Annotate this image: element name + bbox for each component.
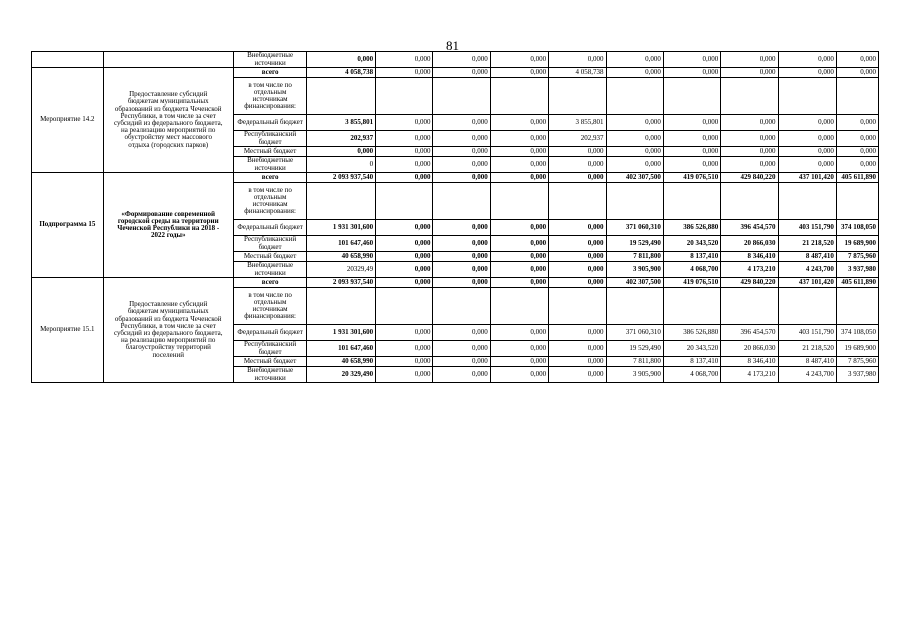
value-cell: 0,000 <box>549 147 606 157</box>
value-cell: 0,000 <box>549 262 606 278</box>
value-cell: 0,000 <box>433 115 490 131</box>
value-cell: 0,000 <box>490 357 548 367</box>
program-code: Мероприятие 15.1 <box>32 278 104 383</box>
value-cell <box>376 183 433 220</box>
value-cell: 0,000 <box>721 157 778 173</box>
value-cell: 0,000 <box>433 262 490 278</box>
value-cell: 0,000 <box>663 131 720 147</box>
value-cell: 0,000 <box>778 68 836 78</box>
value-cell: 4 243,700 <box>778 262 836 278</box>
value-cell: 0,000 <box>549 236 606 252</box>
value-cell: 4 068,700 <box>663 262 720 278</box>
value-cell: 0,000 <box>433 252 490 262</box>
value-cell: 405 611,890 <box>836 173 878 183</box>
value-cell: 0,000 <box>549 278 606 288</box>
value-cell <box>606 288 663 325</box>
value-cell: 0,000 <box>490 252 548 262</box>
value-cell: 0,000 <box>778 115 836 131</box>
value-cell: 202,937 <box>549 131 606 147</box>
value-cell: 0,000 <box>433 147 490 157</box>
value-cell <box>433 288 490 325</box>
value-cell: 0,000 <box>663 68 720 78</box>
value-cell: 0,000 <box>490 115 548 131</box>
value-cell: 0,000 <box>549 157 606 173</box>
page-number: 81 <box>446 38 459 53</box>
value-cell: 7 811,800 <box>606 252 663 262</box>
value-cell: 19 689,900 <box>836 341 878 357</box>
value-cell <box>433 183 490 220</box>
value-cell: 0,000 <box>433 367 490 383</box>
value-cell: 0,000 <box>376 357 433 367</box>
source-label: Федеральный бюджет <box>233 325 307 341</box>
value-cell: 0,000 <box>433 220 490 236</box>
value-cell: 0,000 <box>549 52 606 68</box>
value-cell: 0,000 <box>433 278 490 288</box>
value-cell: 8 346,410 <box>721 357 778 367</box>
value-cell: 0,000 <box>836 157 878 173</box>
value-cell: 2 093 937,540 <box>307 278 376 288</box>
value-cell <box>549 183 606 220</box>
source-label: Республиканский бюджет <box>233 131 307 147</box>
value-cell: 0,000 <box>490 262 548 278</box>
value-cell: 20 329,490 <box>307 367 376 383</box>
value-cell: 3 855,801 <box>549 115 606 131</box>
value-cell: 40 658,990 <box>307 252 376 262</box>
value-cell <box>721 288 778 325</box>
value-cell <box>606 183 663 220</box>
value-cell <box>721 78 778 115</box>
value-cell: 4 173,210 <box>721 367 778 383</box>
source-label: в том числе по отдельным источникам финансирования: <box>233 288 307 325</box>
value-cell: 0,000 <box>778 157 836 173</box>
value-cell: 0,000 <box>376 173 433 183</box>
value-cell: 0,000 <box>836 68 878 78</box>
value-cell: 0,000 <box>376 325 433 341</box>
value-cell <box>490 78 548 115</box>
value-cell: 0,000 <box>433 357 490 367</box>
value-cell: 0,000 <box>376 278 433 288</box>
table-row <box>32 173 879 183</box>
value-cell: 0,000 <box>836 52 878 68</box>
value-cell: 0,000 <box>549 341 606 357</box>
source-label: в том числе по отдельным источникам финансирования: <box>233 183 307 220</box>
value-cell: 0,000 <box>778 131 836 147</box>
value-cell: 8 137,410 <box>663 252 720 262</box>
value-cell: 0,000 <box>606 115 663 131</box>
value-cell: 402 307,500 <box>606 278 663 288</box>
source-label: Внебюджетные источники <box>233 52 307 68</box>
value-cell <box>549 78 606 115</box>
value-cell <box>376 288 433 325</box>
source-label: всего <box>233 68 307 78</box>
value-cell: 20 866,030 <box>721 341 778 357</box>
value-cell: 0,000 <box>376 68 433 78</box>
value-cell: 0,000 <box>836 147 878 157</box>
value-cell: 0,000 <box>376 220 433 236</box>
budget-table <box>31 51 879 383</box>
value-cell: 21 218,520 <box>778 236 836 252</box>
value-cell <box>836 183 878 220</box>
value-cell: 0,000 <box>549 367 606 383</box>
value-cell: 0,000 <box>490 157 548 173</box>
value-cell: 0,000 <box>490 68 548 78</box>
value-cell: 4 243,700 <box>778 367 836 383</box>
value-cell <box>433 78 490 115</box>
value-cell <box>836 78 878 115</box>
value-cell: 0,000 <box>376 367 433 383</box>
value-cell: 0,000 <box>376 341 433 357</box>
value-cell <box>549 288 606 325</box>
value-cell: 0,000 <box>376 147 433 157</box>
value-cell: 0,000 <box>433 157 490 173</box>
value-cell: 437 101,420 <box>778 173 836 183</box>
value-cell: 3 937,980 <box>836 367 878 383</box>
value-cell: 4 068,700 <box>663 367 720 383</box>
value-cell: 101 647,460 <box>307 341 376 357</box>
value-cell: 40 658,990 <box>307 357 376 367</box>
program-name: Предоставление субсидий бюджетам муниципальных образований из бюджета Чеченской Республики, в том числе за счет субсидий из федерального бюджета, на реализацию мероприятий по благоустройству территорий поселений <box>103 278 233 383</box>
value-cell: 0,000 <box>721 131 778 147</box>
value-cell: 0,000 <box>549 325 606 341</box>
value-cell: 0,000 <box>606 147 663 157</box>
value-cell: 0,000 <box>376 131 433 147</box>
value-cell <box>836 288 878 325</box>
value-cell: 7 811,800 <box>606 357 663 367</box>
value-cell: 0,000 <box>376 252 433 262</box>
value-cell <box>376 78 433 115</box>
value-cell: 374 108,050 <box>836 325 878 341</box>
value-cell <box>663 183 720 220</box>
value-cell: 396 454,570 <box>721 220 778 236</box>
source-label: Федеральный бюджет <box>233 115 307 131</box>
value-cell: 3 855,801 <box>307 115 376 131</box>
source-label: Внебюджетные источники <box>233 157 307 173</box>
value-cell <box>778 78 836 115</box>
value-cell <box>778 183 836 220</box>
value-cell: 0,000 <box>376 52 433 68</box>
value-cell: 19 529,490 <box>606 236 663 252</box>
value-cell: 403 151,790 <box>778 220 836 236</box>
program-name: Предоставление субсидий бюджетам муниципальных образований из бюджета Чеченской Республики, в том числе за счет субсидий из федерального бюджета, на реализацию мероприятий по обустройству мест массового отдыха (городских парков) <box>103 68 233 173</box>
value-cell <box>307 183 376 220</box>
value-cell: 7 875,960 <box>836 357 878 367</box>
source-label: Внебюджетные источники <box>233 262 307 278</box>
value-cell: 0,000 <box>433 325 490 341</box>
source-label: Республиканский бюджет <box>233 341 307 357</box>
value-cell <box>490 183 548 220</box>
value-cell: 0,000 <box>490 278 548 288</box>
value-cell: 0,000 <box>376 236 433 252</box>
source-label: всего <box>233 278 307 288</box>
value-cell: 0,000 <box>490 131 548 147</box>
value-cell: 0,000 <box>663 115 720 131</box>
value-cell: 0,000 <box>836 115 878 131</box>
value-cell: 0,000 <box>433 173 490 183</box>
value-cell: 8 137,410 <box>663 357 720 367</box>
value-cell: 8 487,410 <box>778 357 836 367</box>
value-cell <box>721 183 778 220</box>
source-label: Внебюджетные источники <box>233 367 307 383</box>
source-label: Местный бюджет <box>233 357 307 367</box>
value-cell: 0,000 <box>433 341 490 357</box>
value-cell <box>307 288 376 325</box>
value-cell: 0,000 <box>549 220 606 236</box>
value-cell: 0,000 <box>433 68 490 78</box>
value-cell: 403 151,790 <box>778 325 836 341</box>
value-cell: 2 093 937,540 <box>307 173 376 183</box>
value-cell: 0,000 <box>490 325 548 341</box>
value-cell: 20 866,030 <box>721 236 778 252</box>
value-cell: 0,000 <box>490 341 548 357</box>
value-cell: 4 058,738 <box>307 68 376 78</box>
value-cell: 419 076,510 <box>663 173 720 183</box>
value-cell: 3 905,900 <box>606 262 663 278</box>
value-cell: 0,000 <box>836 131 878 147</box>
value-cell: 437 101,420 <box>778 278 836 288</box>
source-label: Местный бюджет <box>233 147 307 157</box>
table-row <box>32 52 879 68</box>
value-cell: 0,000 <box>663 157 720 173</box>
value-cell: 4 173,210 <box>721 262 778 278</box>
value-cell: 1 931 301,600 <box>307 325 376 341</box>
value-cell: 371 060,310 <box>606 325 663 341</box>
value-cell: 0,000 <box>549 252 606 262</box>
value-cell: 0,000 <box>433 52 490 68</box>
source-label: Республиканский бюджет <box>233 236 307 252</box>
table-row <box>32 278 879 288</box>
value-cell: 429 840,220 <box>721 173 778 183</box>
value-cell: 386 526,880 <box>663 325 720 341</box>
value-cell: 371 060,310 <box>606 220 663 236</box>
source-label: всего <box>233 173 307 183</box>
value-cell: 0,000 <box>433 131 490 147</box>
value-cell: 1 931 301,600 <box>307 220 376 236</box>
value-cell: 0,000 <box>376 115 433 131</box>
value-cell: 20 343,520 <box>663 341 720 357</box>
value-cell: 0,000 <box>721 115 778 131</box>
value-cell: 429 840,220 <box>721 278 778 288</box>
value-cell: 0,000 <box>376 157 433 173</box>
value-cell <box>490 288 548 325</box>
value-cell: 4 058,738 <box>549 68 606 78</box>
value-cell: 21 218,520 <box>778 341 836 357</box>
value-cell: 0,000 <box>376 262 433 278</box>
value-cell <box>307 78 376 115</box>
program-code: Подпрограмма 15 <box>32 173 104 278</box>
value-cell: 7 875,960 <box>836 252 878 262</box>
value-cell: 0,000 <box>606 131 663 147</box>
value-cell: 0,000 <box>721 52 778 68</box>
value-cell: 0,000 <box>606 68 663 78</box>
value-cell: 396 454,570 <box>721 325 778 341</box>
value-cell: 0,000 <box>778 52 836 68</box>
value-cell: 374 108,050 <box>836 220 878 236</box>
value-cell: 8 346,410 <box>721 252 778 262</box>
value-cell: 0,000 <box>606 52 663 68</box>
value-cell <box>606 78 663 115</box>
value-cell: 19 529,490 <box>606 341 663 357</box>
name-cell <box>103 52 233 68</box>
value-cell: 20329,49 <box>307 262 376 278</box>
value-cell <box>663 78 720 115</box>
value-cell: 0,000 <box>490 173 548 183</box>
value-cell: 19 689,900 <box>836 236 878 252</box>
value-cell: 0,000 <box>549 173 606 183</box>
value-cell: 0,000 <box>307 147 376 157</box>
value-cell: 0,000 <box>490 367 548 383</box>
value-cell: 3 905,900 <box>606 367 663 383</box>
value-cell <box>663 288 720 325</box>
value-cell: 0,000 <box>663 147 720 157</box>
table-body <box>32 52 879 383</box>
value-cell: 0,000 <box>606 157 663 173</box>
value-cell: 0,000 <box>721 68 778 78</box>
source-label: Местный бюджет <box>233 252 307 262</box>
value-cell: 0,000 <box>490 220 548 236</box>
value-cell: 419 076,510 <box>663 278 720 288</box>
value-cell: 402 307,500 <box>606 173 663 183</box>
value-cell: 405 611,890 <box>836 278 878 288</box>
value-cell: 0,000 <box>721 147 778 157</box>
value-cell: 0,000 <box>490 147 548 157</box>
value-cell: 101 647,460 <box>307 236 376 252</box>
value-cell: 0,000 <box>490 236 548 252</box>
value-cell <box>778 288 836 325</box>
value-cell: 0,000 <box>549 357 606 367</box>
value-cell: 0,000 <box>307 52 376 68</box>
value-cell: 0,000 <box>778 147 836 157</box>
value-cell: 0,000 <box>663 52 720 68</box>
value-cell: 0,000 <box>490 52 548 68</box>
value-cell: 0,000 <box>433 236 490 252</box>
value-cell: 0 <box>307 157 376 173</box>
source-label: в том числе по отдельным источникам финансирования: <box>233 78 307 115</box>
value-cell: 20 343,520 <box>663 236 720 252</box>
value-cell: 202,937 <box>307 131 376 147</box>
program-name: «Формирование современной городской среды на территории Чеченской Республики на 2018 - 2022 годы» <box>103 173 233 278</box>
value-cell: 8 487,410 <box>778 252 836 262</box>
program-code: Мероприятие 14.2 <box>32 68 104 173</box>
value-cell: 3 937,980 <box>836 262 878 278</box>
code-cell <box>32 52 104 68</box>
value-cell: 386 526,880 <box>663 220 720 236</box>
table-row <box>32 68 879 78</box>
source-label: Федеральный бюджет <box>233 220 307 236</box>
